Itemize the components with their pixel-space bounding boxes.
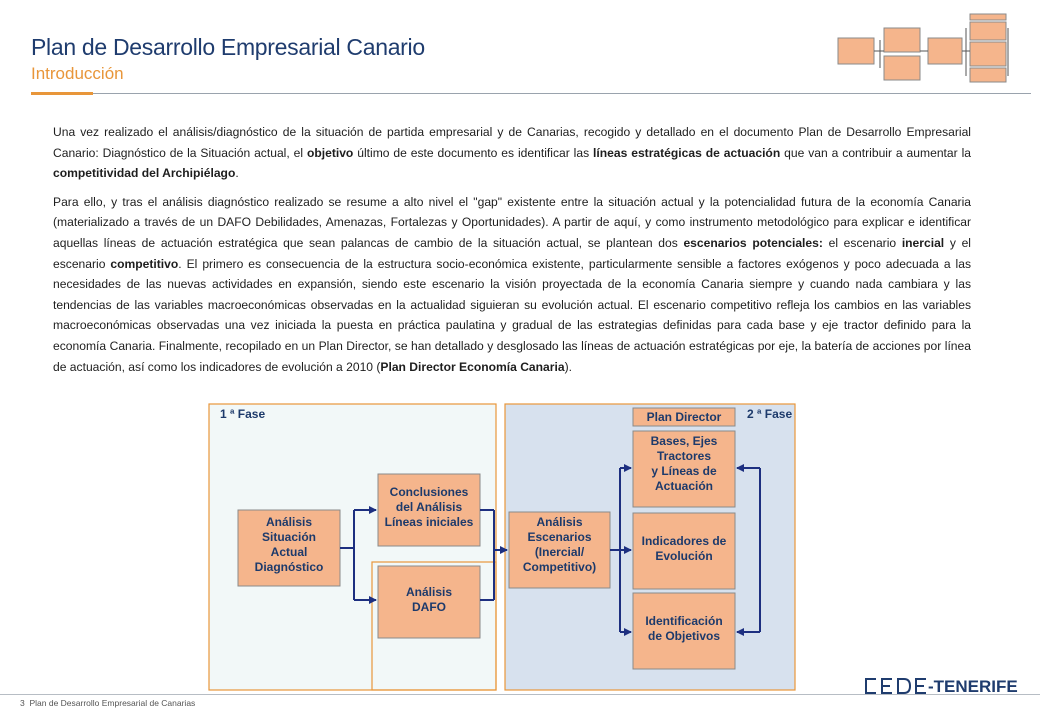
svg-text:Bases, EjesTractoresy Líneas d: Bases, Ejes Tractores y Líneas de Actuación: [650, 434, 718, 493]
svg-text:Plan Director: Plan Director: [646, 410, 722, 424]
box-bases-ejes: [633, 431, 735, 507]
logo-text: -TENERIFE: [928, 677, 1018, 696]
box-analisis-situacion: [238, 510, 340, 586]
box-analisis-dafo: [378, 566, 480, 638]
footer-caption: [20, 698, 195, 708]
page-subtitle: Introducción: [31, 64, 124, 83]
svg-text:Conclusionesdel AnálisisLíneas: Conclusiones del Análisis Líneas iniciales: [384, 485, 474, 529]
box-analisis-escenarios: [509, 512, 610, 588]
box-objetivos: [633, 593, 735, 669]
svg-text:Identificaciónde Objetivos: Identificación de Objetivos: [645, 614, 723, 643]
box-conclusiones: [378, 474, 480, 546]
phase-2-label: 2 ª Fase: [747, 407, 793, 421]
svg-text:AnálisisDAFO: Análisis DAFO: [405, 585, 453, 614]
svg-text:AnálisisEscenarios(Inercial/Co: Análisis Escenarios (Inercial/ Competitivo): [522, 515, 597, 574]
intro-paragraph-1: Una vez realizado el análisis/diagnóstico de la situación de partida empresarial y de Canarias, recogido y detallado en el documento Plan de Desarrollo Empresarial Canario: Diagnóstico de la Situación actual, el objetivo último de este documento es identificar las líneas estratégicas de actuación que van a contribuir a aumentar la competitividad del Archipiélago.: [53, 125, 971, 181]
svg-text:AnálisisSituaciónActualDiagnós: Análisis Situación Actual Diagnóstico: [254, 515, 324, 574]
footer-document-name: Plan de Desarrollo Empresarial de Canarias: [29, 698, 196, 708]
box-plan-director: [633, 408, 735, 426]
intro-paragraph-2: Para ello, y tras el análisis diagnóstico realizado se resume a alto nivel el "gap" existente entre la situación actual y la potencialidad futura de la economía Canaria (materializado a través de un DAFO Debilidades, Amenazas, Fortalezas y Oportunidades). A partir de aquí, y como instrumento metodológico para explicar e identificar aquellas líneas de actuación estratégica que sean palancas de cambio de la situación actual, se plantean dos escenarios potenciales: el escenario inercial y el escenario competitivo. El primero es consecuencia de la estructura socio-económica existente, particularmente sensible a factores exógenos y poco adecuada a las necesidades de las nuevas actividades en expansión, siendo este escenario la visión proyectada de la economía Canaria siempre y cuando nada cambiara y las tendencias de las variables macroeconómicas observadas en la actualidad siguieran su evolución actual. El escenario competitivo refleja los cambios en las variables macroeconómicas observadas una vez iniciada la puesta en práctica paulatina y gradual de las estrategias definidas para cada base y eje tractor definido para la economía Canaria. Finalmente, recopilado en un Plan Director, se han detallado y desglosado las líneas de actuación estratégicas por eje, la batería de acciones por línea de actuación, así como los indicadores de evolución a 2010 (Plan Director Economía Canaria).: [53, 194, 971, 374]
page-number: 3: [20, 698, 25, 708]
cede-tenerife-logo: [862, 676, 1022, 696]
svg-text:Indicadores deEvolución: Indicadores de Evolución: [641, 534, 727, 563]
box-indicadores: [633, 513, 735, 589]
page-title: Plan de Desarrollo Empresarial Canario: [31, 34, 425, 60]
phase-1-label: 1 ª Fase: [220, 407, 266, 421]
